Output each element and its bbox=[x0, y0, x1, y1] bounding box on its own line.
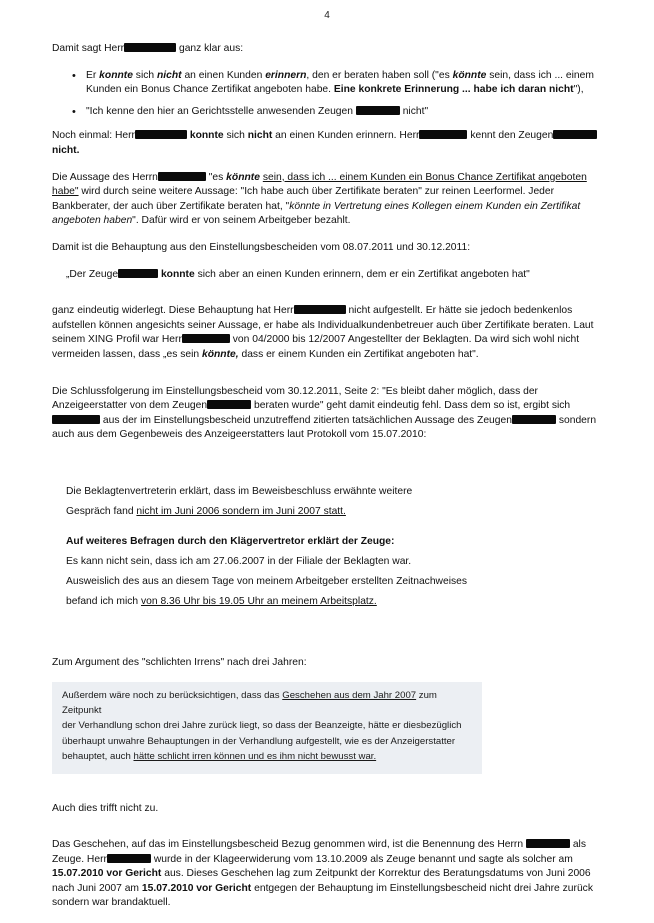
text-segment: ganz eindeutig widerlegt. Diese Behauptung hat Herr bbox=[52, 305, 294, 317]
redaction-block bbox=[124, 43, 176, 52]
quote-line: Es kann nicht sein, dass ich am 27.06.2007 in der Filiale der Beklagten war. bbox=[66, 555, 412, 567]
text-segment: an einen Kunden erinnern. Herr bbox=[275, 130, 420, 142]
text-segment: dass er einem Kunden ein Zertifikat angeboten hat". bbox=[241, 348, 479, 360]
quote-line: Die Beklagtenvertreterin erklärt, dass im Beweisbeschluss erwähnte weitere bbox=[66, 485, 413, 497]
text-segment: wurde in der Klageerwiderung vom 13.10.2009 als Zeuge benannt und sagte als solcher am bbox=[153, 853, 573, 865]
text-segment: "es bbox=[208, 171, 224, 183]
text-segment: sondern auch aus dem Gegenbeweis des Anzeigeerstatters laut Protokoll vom 15.07.2010: bbox=[52, 414, 597, 441]
text-segment: wird durch seine weitere Aussage: "Ich habe auch über Zertifikate beraten" zur reinen Leerformel. Jeder Bankberater, der auch über Zertifikate beraten hat, " bbox=[52, 186, 555, 212]
quote-line bbox=[66, 593, 604, 610]
redaction-block bbox=[356, 106, 400, 115]
quote-line bbox=[66, 503, 604, 520]
text-segment: 15.07.2010 vor Gericht bbox=[52, 868, 162, 880]
text-segment-underlined: Geschehen aus dem Jahr 2007 bbox=[282, 690, 417, 702]
quote-line-bold bbox=[66, 533, 604, 550]
text-segment: konnte bbox=[160, 268, 195, 280]
text-segment: aus der im Einstellungsbescheid unzutreffend zitierten tatsächlichen Aussage des Zeugen bbox=[102, 414, 512, 426]
intro-after-text: ganz klar aus: bbox=[178, 43, 244, 54]
redaction-block bbox=[118, 269, 158, 278]
text-segment: sich aber an einen Kunden erinnern, dem er ein Zertifikat angeboten hat" bbox=[197, 268, 530, 280]
text-segment: Das Geschehen, auf das im Einstellungsbescheid Bezug genommen wird, ist die Benennung des Herrn bbox=[52, 839, 524, 851]
text-segment: Gespräch fand bbox=[66, 505, 137, 517]
text-segment: konnte bbox=[189, 130, 224, 142]
greybox-line: überhaupt unwahre Behauptungen in der Verhandlung aufgestellt, wie es der Anzeigerstatter bbox=[62, 735, 456, 747]
redaction-block bbox=[158, 172, 206, 181]
paragraph-final bbox=[52, 838, 604, 911]
text-segment: entgegen der Behauptung im Einstellungsbescheid nicht drei Jahre zurück sondern war brandaktuell. bbox=[52, 882, 593, 909]
redaction-block bbox=[512, 415, 556, 424]
text-segment: sich bbox=[226, 130, 245, 142]
redaction-block bbox=[294, 305, 346, 314]
text-segment: „Der Zeuge bbox=[66, 268, 119, 280]
greybox-line: der Verhandlung schon drei Jahre zurück liegt, so dass der Beanzeigte, hätte er diesbezüglich bbox=[62, 720, 462, 732]
text-segment: kennt den Zeugen bbox=[470, 130, 554, 142]
text-segment-underlined: nicht im Juni 2006 sondern im Juni 2007 statt. bbox=[136, 505, 346, 517]
paragraph-zum-argument: Zum Argument des "schlichten Irrens" nach drei Jahren: bbox=[52, 656, 307, 668]
text-segment: könnte, bbox=[201, 348, 239, 360]
text-segment-underlined: hätte schlicht irren können und es ihm nicht bewusst war. bbox=[133, 751, 377, 763]
text-segment: könnte in Vertretung eines Kollegen einem Kunden ein Zertifikat angeboten haben bbox=[52, 200, 581, 227]
text-segment: Die Aussage des Herrn bbox=[52, 171, 158, 183]
text-segment: von 04/2000 bis 12/2007 Angestellter der Beklagten. Da wird sich wohl nicht vermeiden lassen, dass „es sein bbox=[52, 334, 580, 360]
text-segment: Außerdem wäre noch zu berücksichtigen, dass das bbox=[62, 690, 283, 702]
redaction-block bbox=[52, 415, 100, 424]
paragraph-schlussfolgerung bbox=[52, 385, 604, 443]
paragraph-intro bbox=[52, 42, 604, 57]
paragraph-aussage bbox=[52, 171, 604, 229]
intro-before-text: Damit sagt Herr bbox=[52, 43, 125, 54]
paragraph-quote-zeuge bbox=[52, 268, 604, 283]
paragraph-auch-dies: Auch dies trifft nicht zu. bbox=[52, 802, 159, 814]
text-segment: ". Dafür wird er von seinem Arbeitgeber bezahlt. bbox=[132, 215, 351, 227]
greybox-line bbox=[62, 750, 472, 764]
redaction-block bbox=[135, 130, 187, 139]
text-segment: nicht aufgestellt. Er hätte sie jedoch bedenkenlos aufstellen können angesichts seiner Aussage, er habe als Individualkundenbetreuer auch über Zertifikate beraten. Laut seinem XING Profil war Herr bbox=[52, 305, 594, 346]
text-segment: nicht bbox=[247, 130, 273, 142]
text-segment: befand ich mich bbox=[66, 595, 141, 607]
text-segment: aus. Dieses Geschehen lag zum Zeitpunkt der Korrektur des Beratungsdatums von Juni 2006 nach Juni 2007 am bbox=[52, 868, 591, 894]
text-segment: behauptet, auch bbox=[62, 751, 134, 763]
text-segment: 15.07.2010 vor Gericht bbox=[141, 882, 252, 894]
highlighted-quote-box bbox=[52, 682, 482, 773]
document-content bbox=[52, 42, 604, 923]
text-segment: Auf weiteres Befragen durch den Klägervertretor erklärt der Zeuge: bbox=[66, 535, 395, 547]
paragraph-noch-einmal bbox=[52, 129, 604, 158]
redaction-block bbox=[107, 854, 151, 863]
text-segment: beraten wurde" geht damit eindeutig fehl. Dass dem so ist, ergibt sich bbox=[254, 400, 571, 412]
protokoll-quote-block bbox=[52, 483, 604, 610]
text-segment: zum Zeitpunkt bbox=[62, 690, 437, 716]
redaction-block bbox=[182, 334, 230, 343]
text-segment: Die Schlussfolgerung im Einstellungsbescheid vom 30.12.2011, Seite 2: "Es bleibt daher möglich, dass der Anzeigeerstatter von dem Zeugen bbox=[52, 385, 538, 412]
text-segment: könnte bbox=[226, 171, 260, 183]
text-segment: nicht. bbox=[52, 144, 80, 156]
text-segment: als Zeuge. Herr bbox=[52, 839, 586, 865]
redaction-block bbox=[526, 839, 570, 848]
text-segment-underlined: von 8.36 Uhr bis 19.05 Uhr an meinem Arbeitsplatz. bbox=[140, 595, 377, 607]
redaction-block bbox=[553, 130, 597, 139]
paragraph-widerlegt bbox=[52, 304, 604, 362]
paragraph-behauptung: Damit ist die Behauptung aus den Einstellungsbescheiden vom 08.07.2011 und 30.12.2011: bbox=[52, 241, 471, 253]
greybox-line bbox=[62, 689, 472, 718]
text-segment: sein, dass ich ... einem Kunden ein Bonus Chance Zertifikat angeboten habe" bbox=[52, 171, 587, 198]
redaction-block bbox=[419, 130, 467, 139]
page-number: 4 bbox=[324, 10, 330, 21]
quote-line: Ausweislich des aus an diesem Tage von meinem Arbeitgeber erstellten Zeitnachweises bbox=[66, 575, 468, 587]
bullet-list bbox=[52, 69, 604, 120]
list-item: • "Ich kenne den hier an Gerichtsstelle anwesenden Zeugen nicht" bbox=[86, 105, 604, 120]
list-item: • Er konnte sich nicht an einen Kunden erinnern, den er beraten haben soll ("es könnte sein, dass ich ... einem Kunden ein Bonus Chance Zertifikat angeboten habe. Eine konkrete Erinnerung ... habe ich daran nicht"), bbox=[86, 69, 604, 98]
text-segment: Noch einmal: Herr bbox=[52, 130, 135, 142]
redaction-block bbox=[207, 400, 251, 409]
